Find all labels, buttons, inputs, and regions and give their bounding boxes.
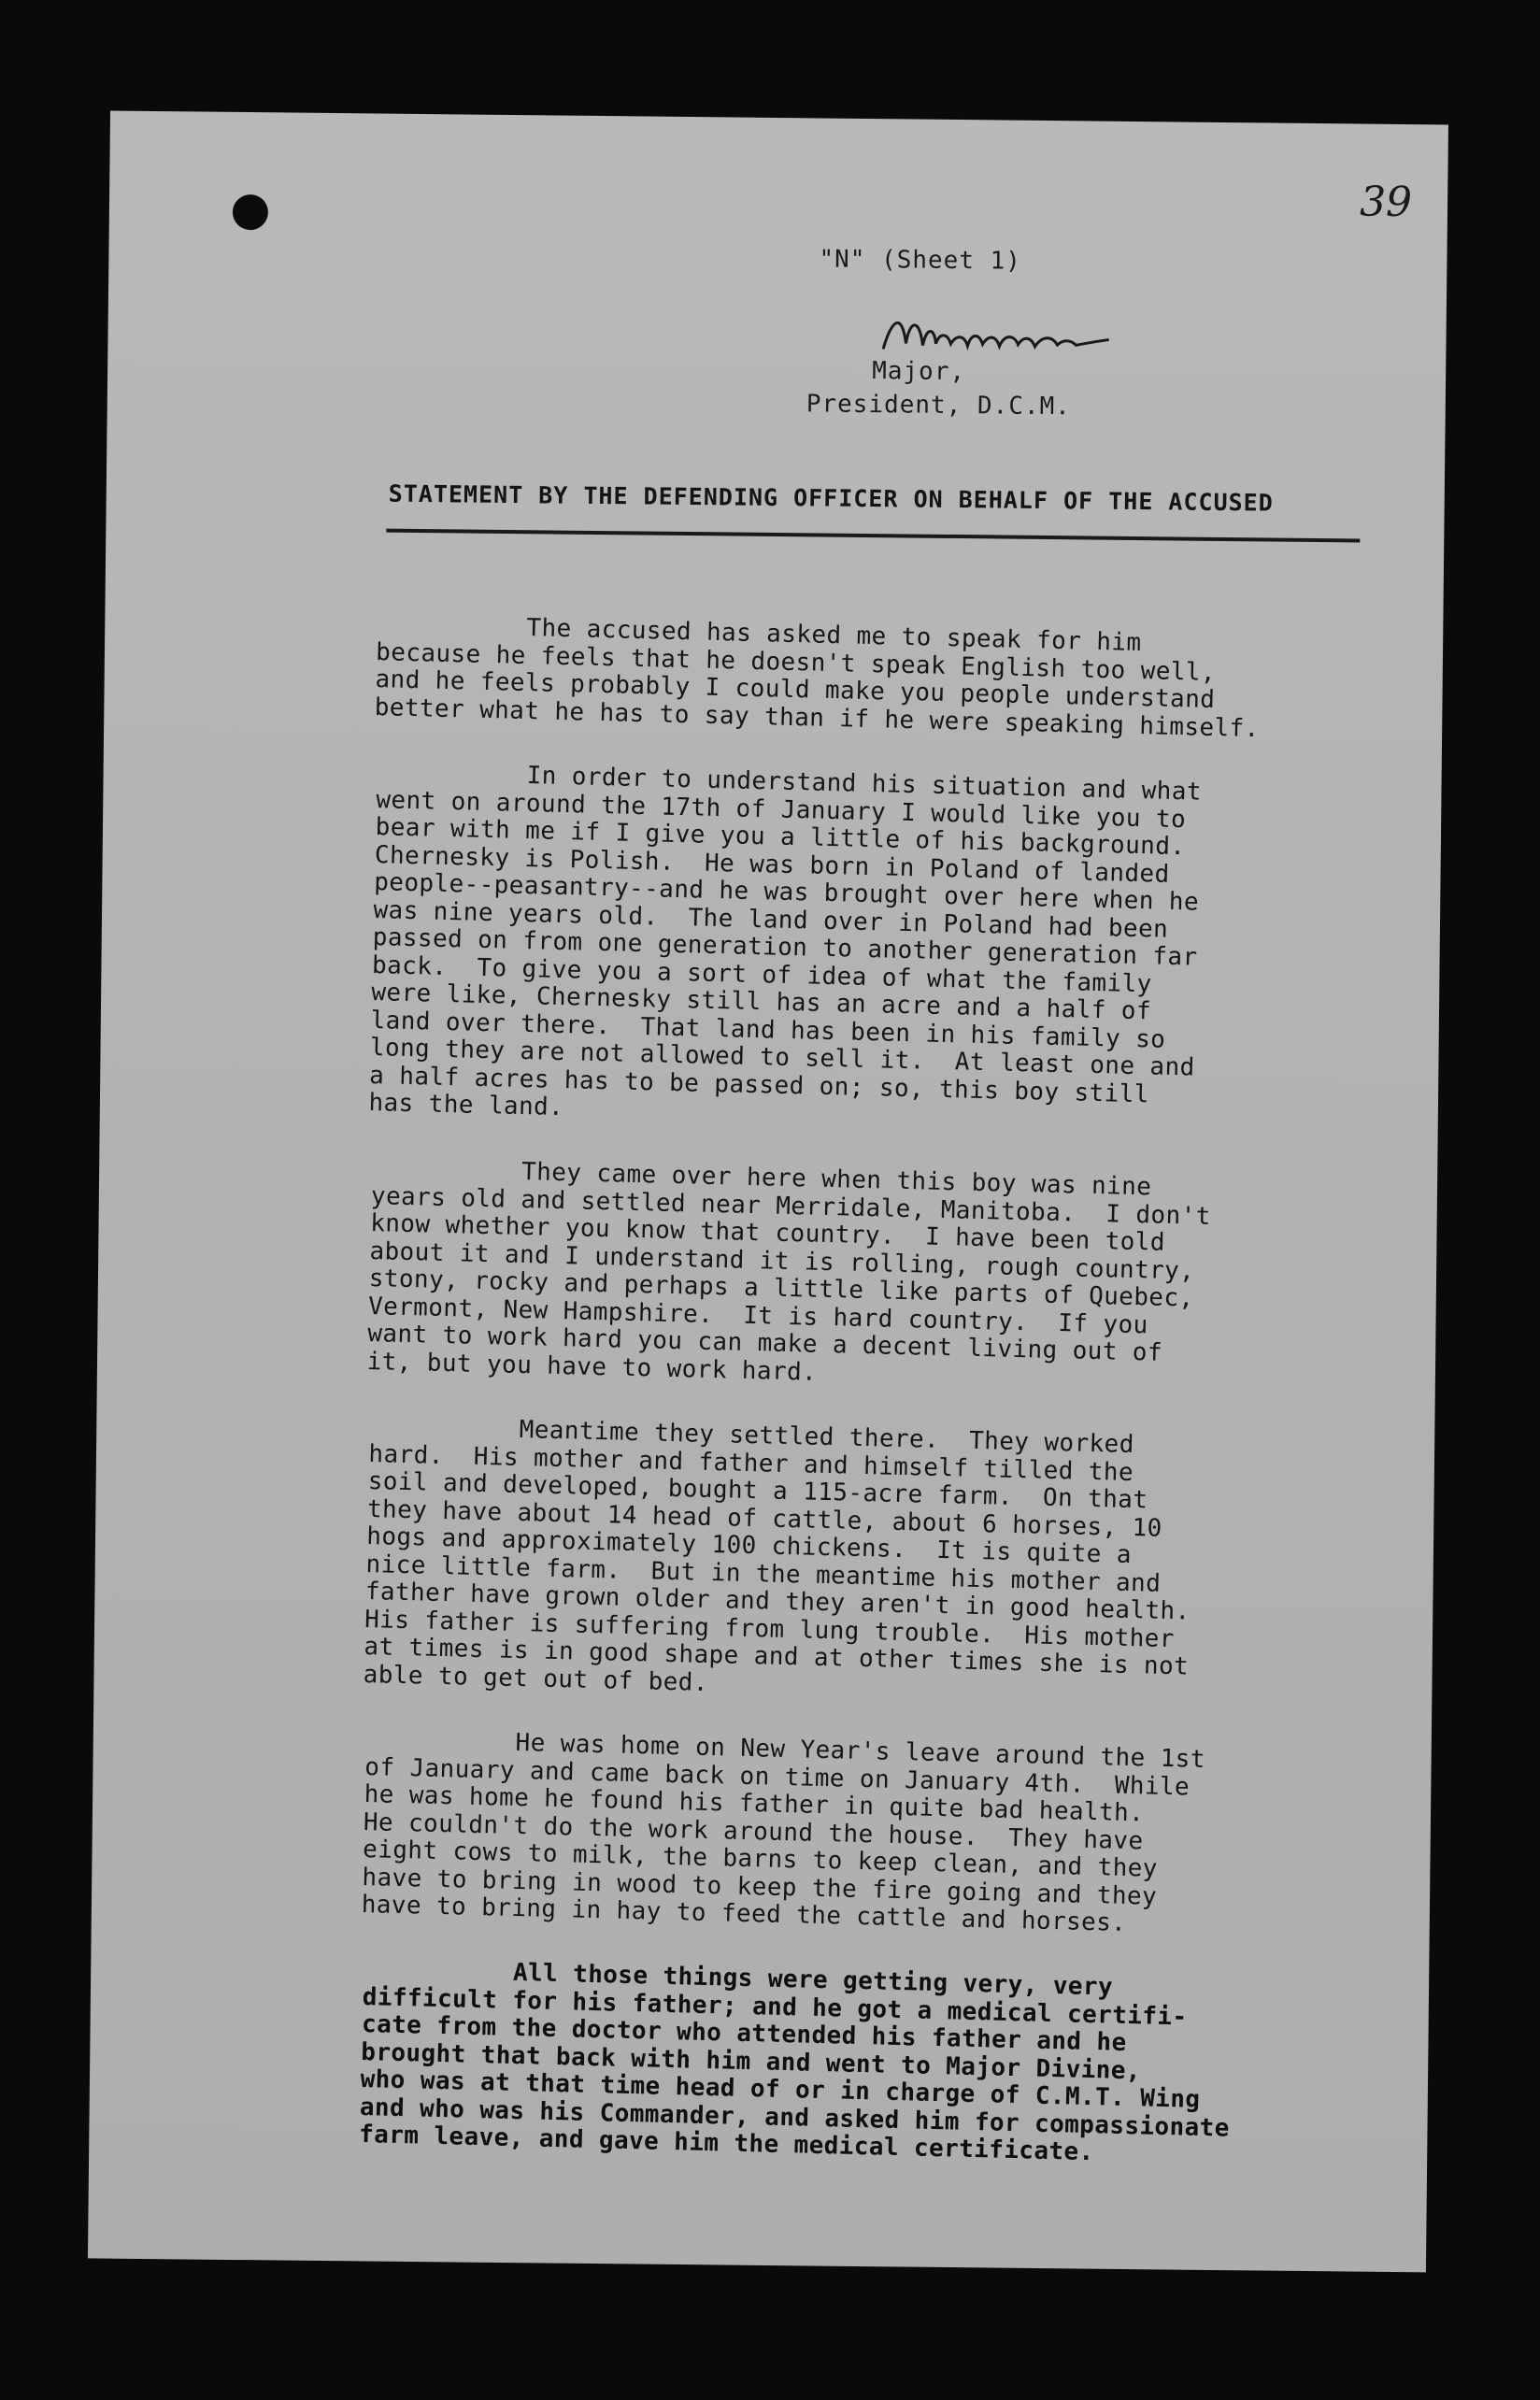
statement-body (358, 610, 1376, 2205)
officer-block (806, 353, 1072, 423)
paragraph: Meantime they settled there. They worked hard. His mother and father and himself tilled the soil and developed, bought a 115-acre farm. On that they have about 14 head of cattle, about 6 horses, 10 hogs and approximately 100 chickens. It is quite a nice little farm. But in the meantime his mother and father have grown older and they aren't in good health. His father is suffering from lung trouble. His mother at times is in good shape and at other times she is not able to get out of bed. (363, 1411, 1191, 1696)
document-sheet (88, 111, 1448, 2273)
page-number: 39 (1359, 178, 1413, 227)
statement-heading: STATEMENT BY THE DEFENDING OFFICER ON BEHALF OF THE ACCUSED (388, 479, 1274, 517)
heading-rule (386, 529, 1360, 543)
paragraph: In order to understand his situation and what went on around the 17th of January I would like you to bear with me if I give you a little of his background. Chernesky is Polish. He was born in Poland of landed people--peasantry--and he was brought over here when he was nine years old. The land over in Poland had been passed on from one generation to another generation far back. To give you a sort of idea of what the family were like, Chernesky still has an acre and a half of land over there. That land has been in his family so long they are not allowed to sell it. At least one and a half acres has to be passed on; so, this boy still has the land. (368, 758, 1203, 1122)
paragraph: They came over here when this boy was nine years old and settled near Merridale, Manitoba. I don't know whether you know that country. I have been told about it and I understand it is rolling, rough country, stony, rocky and perhaps a little like parts of Quebec, Vermont, New Hampshire. It is hard country. If you want to work hard you can make a decent living out of it, but you have to work hard. (366, 1153, 1212, 1386)
punch-hole (233, 194, 268, 230)
officer-title: President, D.C.M. (806, 390, 1072, 421)
sheet-label: "N" (Sheet 1) (819, 245, 1022, 276)
paragraph: The accused has asked me to speak for him because he feels that he doesn't speak English too well, and he feels probably I could make you people understand better what he has to say than if he were speaking himself. (374, 610, 1261, 743)
officer-rank: Major, (872, 357, 966, 387)
paragraph: He was home on New Year's leave around the 1st of January and came back on time on January 4th. While he was home he found his father in quite bad health. He couldn't do the work around the house. They have eight cows to milk, the barns to keep clean, and they have to bring in wood to keep the fire going and they have to bring in hay to feed the cattle and horses. (361, 1724, 1206, 1937)
paragraph: All those things were getting very, very difficult for his father; and he got a medical certifi- cate from the doctor who attended his father and he brought that back with him and went to Major Divine, who was at that time head of or in charge of C.M.T. Wing and who was his Commander, and asked him for compassionate farm leave, and gave him the medical certificate. (358, 1954, 1231, 2167)
